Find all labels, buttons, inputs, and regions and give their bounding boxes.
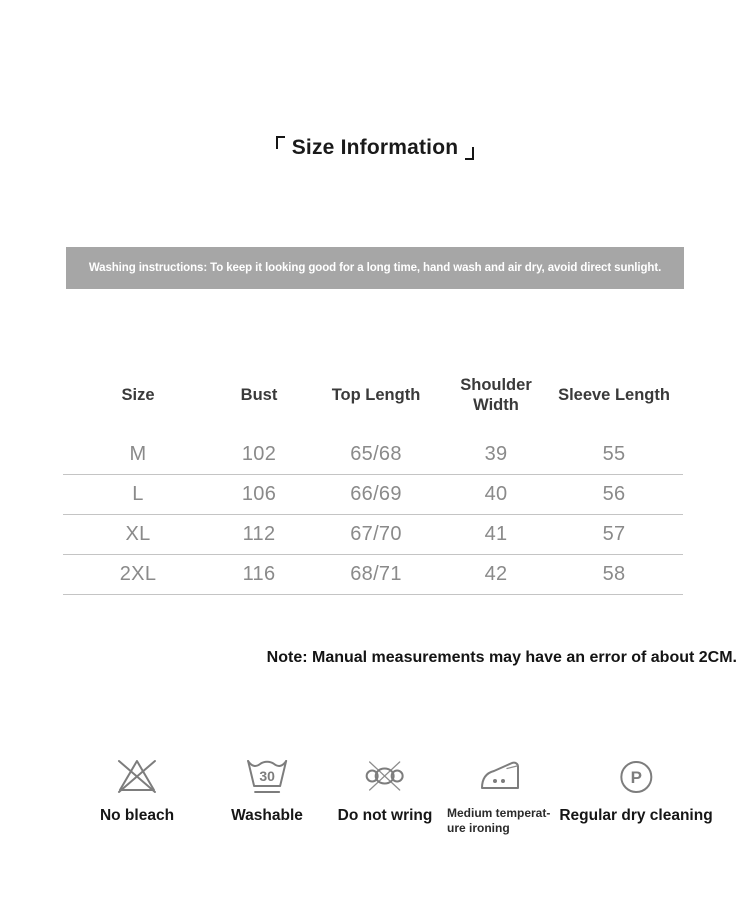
- cell-sleeve-length: 56: [602, 483, 626, 505]
- care-label-line1: Medium temperat-: [447, 806, 551, 820]
- care-label-line2: ure ironing: [447, 821, 510, 835]
- table-row: [63, 515, 683, 555]
- title-bracket-close-icon: [465, 147, 474, 160]
- cell-shoulder-width: 39: [484, 443, 508, 465]
- medium-iron-icon: [474, 752, 526, 800]
- table-row: [63, 555, 683, 595]
- cell-sleeve-length: 55: [602, 443, 626, 465]
- washable-icon: [241, 752, 293, 800]
- care-item-no-bleach: [100, 752, 174, 825]
- cell-bust: 106: [241, 483, 277, 505]
- care-item-medium-iron: [447, 752, 553, 836]
- cell-bust: 112: [242, 523, 276, 545]
- table-row: [63, 435, 683, 475]
- care-label: Do not wring: [337, 807, 433, 824]
- cell-sleeve-length: 58: [602, 563, 626, 585]
- care-item-do-not-wring: [338, 752, 433, 825]
- care-label: Washable: [231, 807, 303, 824]
- cell-size: XL: [125, 523, 151, 545]
- care-item-dry-clean: [559, 752, 712, 825]
- cell-top-length: 65/68: [350, 443, 402, 465]
- cell-bust: 116: [242, 563, 276, 585]
- cell-size: 2XL: [119, 563, 157, 585]
- cell-top-length: 67/70: [350, 523, 402, 545]
- cell-top-length: 68/71: [350, 563, 402, 585]
- cell-sleeve-length: 57: [602, 523, 626, 545]
- column-header-top-length: Top Length: [331, 386, 421, 404]
- column-header-sleeve-length: Sleeve Length: [558, 386, 670, 404]
- page-title: [0, 133, 750, 163]
- dry-clean-icon: [610, 752, 662, 800]
- care-item-washable: [231, 752, 303, 825]
- title-bracket-open-icon: [276, 136, 285, 149]
- cell-shoulder-width: 40: [484, 483, 508, 505]
- wash-temperature-text: 30: [259, 768, 275, 784]
- size-table-header-row: [63, 355, 683, 435]
- cell-shoulder-width: 42: [484, 563, 508, 585]
- cell-size: L: [132, 483, 144, 505]
- washing-instructions-banner: [66, 247, 684, 289]
- cell-bust: 102: [241, 443, 277, 465]
- care-label: Regular dry cleaning: [559, 807, 713, 824]
- column-header-shoulder-width: Shoulder Width: [460, 376, 532, 414]
- cell-shoulder-width: 41: [484, 523, 508, 545]
- care-label: [447, 806, 553, 836]
- page-title-text: Size Information: [291, 136, 459, 159]
- cell-top-length: 66/69: [350, 483, 402, 505]
- measurement-note: Note: Manual measurements may have an error of about 2CM.: [266, 649, 737, 666]
- washing-instructions-text: Washing instructions: To keep it looking good for a long time, hand wash and air dry, avoid direct sunlight.: [88, 262, 662, 274]
- cell-size: M: [129, 443, 147, 465]
- size-table: [63, 355, 683, 595]
- column-header-bust: Bust: [240, 386, 278, 404]
- dry-clean-letter: P: [630, 768, 642, 787]
- column-header-size: Size: [121, 386, 155, 404]
- table-row: [63, 475, 683, 515]
- care-label: No bleach: [99, 807, 175, 824]
- do-not-wring-icon: [359, 752, 411, 800]
- no-bleach-icon: [111, 752, 163, 800]
